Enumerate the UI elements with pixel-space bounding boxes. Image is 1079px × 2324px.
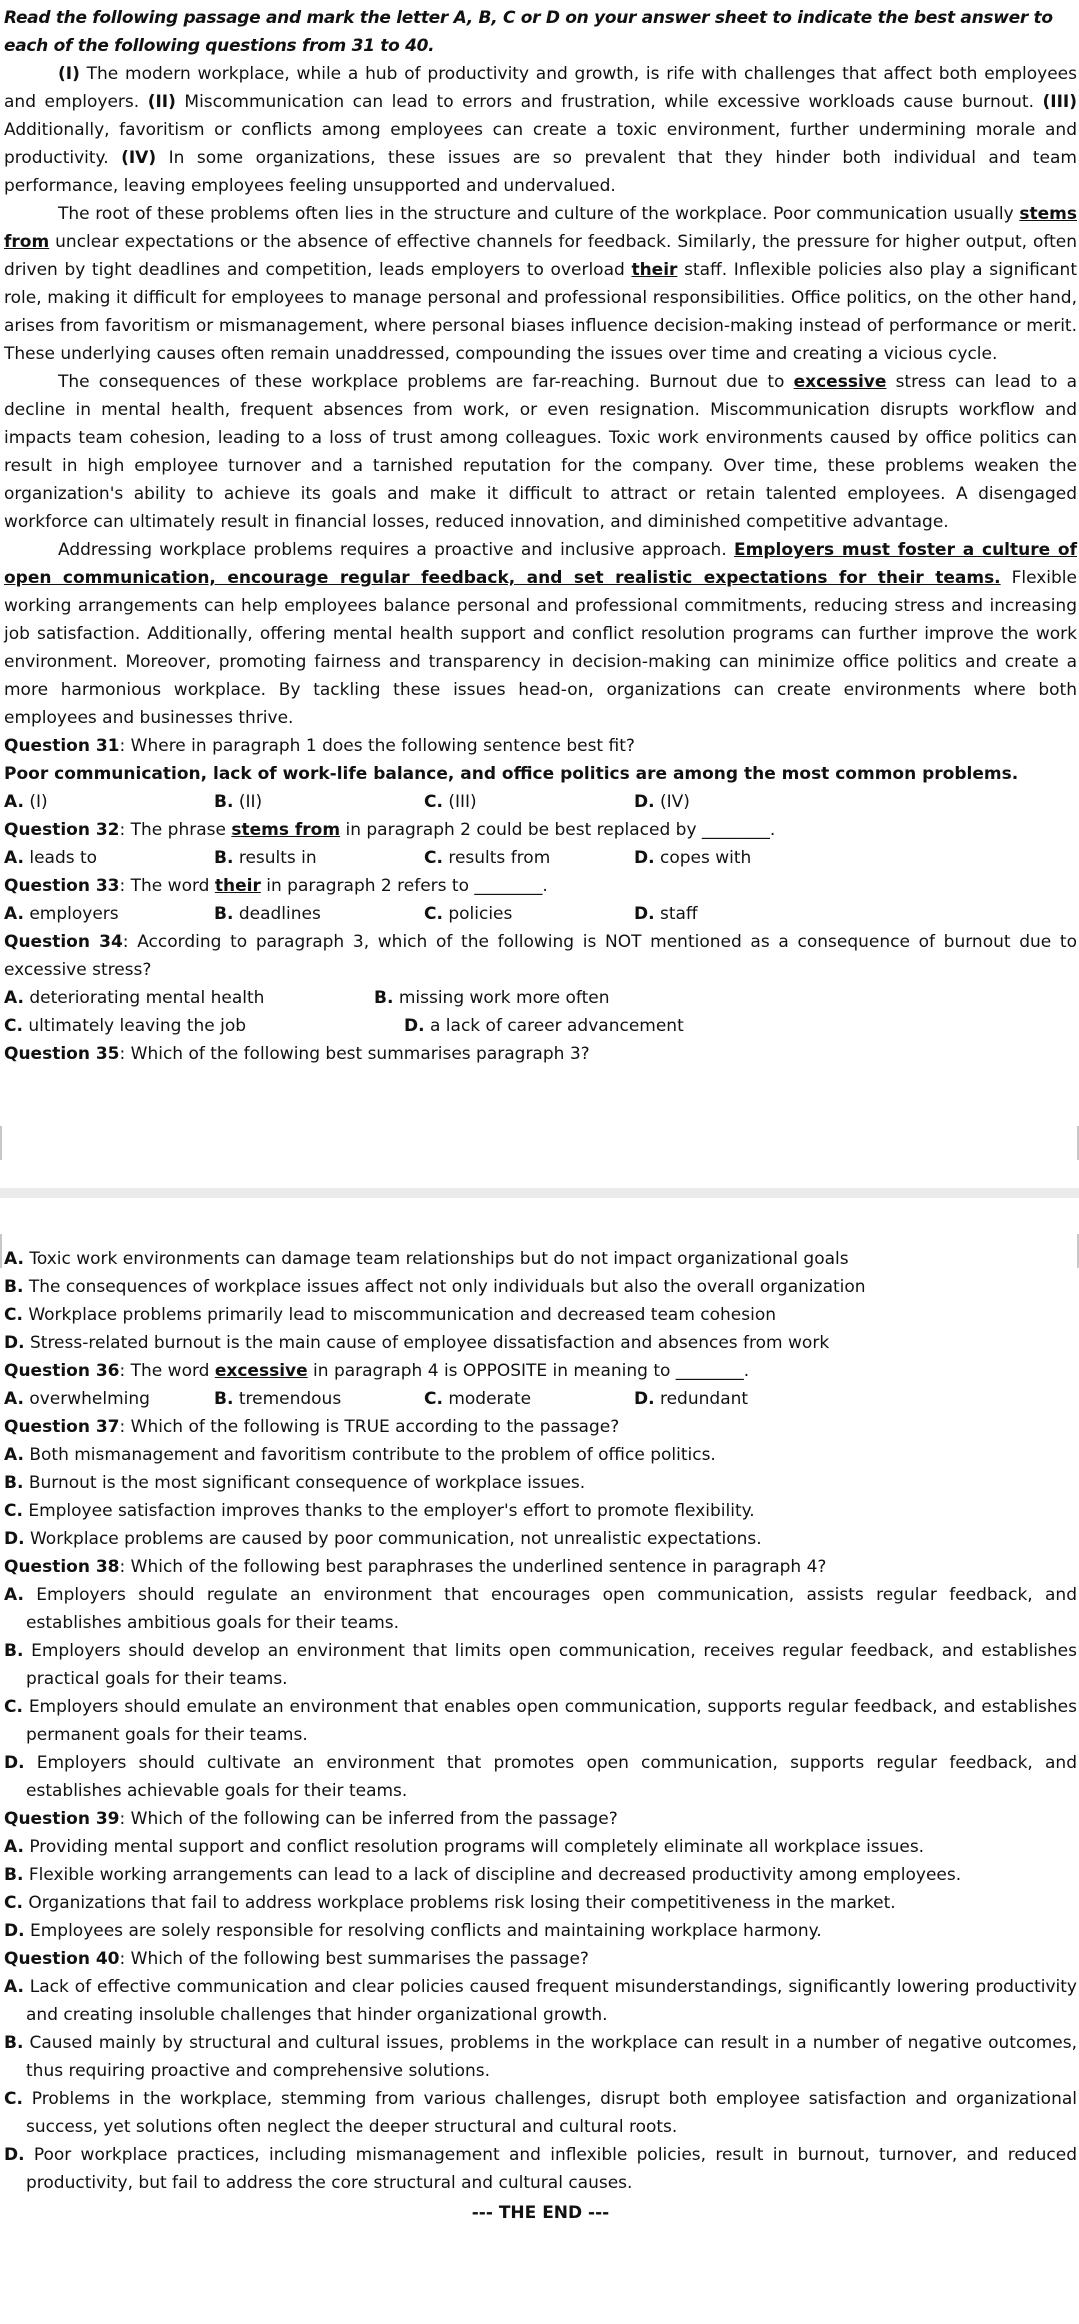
paragraph-1: (I) The modern workplace, while a hub of productivity and growth, is rife with challenges that affect both employees and employers. (II) Miscommunication can lead to errors and frustration, while excessive workloads cause burnout. (III) Additionally, favoritism or conflicts among employees can create a toxic environment, further undermining morale and productivity. (IV) In some organizations, these issues are so prevalent that they hinder both individual and team performance, leaving employees feeling unsupported and undervalued.: [4, 64, 1078, 196]
option-33-a[interactable]: A. employers: [4, 904, 119, 924]
question-34-options-row-2: [4, 1012, 1077, 1040]
option-31-a[interactable]: A. (I): [4, 792, 48, 812]
option-31-d[interactable]: D. (IV): [634, 792, 690, 812]
option-31-b[interactable]: B. (II): [214, 792, 263, 812]
instruction: Read the following passage and mark the letter A, B, C or D on your answer sheet to indicate the best answer to each of the following questions from 31 to 40.: [4, 8, 1053, 56]
option-38-d[interactable]: D. Employers should cultivate an environment that promotes open communication, supports regular feedback, and establishes achievable goals for their teams.: [4, 1753, 1077, 1801]
option-32-a[interactable]: A. leads to: [4, 848, 98, 868]
option-39-c[interactable]: C. Organizations that fail to address workplace problems risk losing their competitiveness in the market.: [4, 1893, 896, 1913]
page-2: [0, 1220, 1079, 2324]
option-40-a[interactable]: A. Lack of effective communication and clear policies caused frequent misunderstandings, significantly lowering productivity and creating insoluble challenges that hinder organizational growth.: [4, 1977, 1077, 2025]
option-38-b[interactable]: B. Employers should develop an environment that limits open communication, receives regular feedback, and establishes practical goals for their teams.: [4, 1641, 1077, 1689]
option-37-c[interactable]: C. Employee satisfaction improves thanks to the employer's effort to promote flexibility.: [4, 1501, 755, 1521]
option-34-a[interactable]: A. deteriorating mental health: [4, 988, 265, 1008]
option-37-b[interactable]: B. Burnout is the most significant consequence of workplace issues.: [4, 1473, 586, 1493]
underlined-sentence: Employers must foster a culture of open communication, encourage regular feedback, and set realistic expectations for their teams.: [4, 540, 1077, 588]
option-40-b[interactable]: B. Caused mainly by structural and cultural issues, problems in the workplace can result in a number of negative outcomes, thus requiring proactive and comprehensive solutions.: [4, 2033, 1077, 2081]
question-40: Question 40: Which of the following best summarises the passage?: [4, 1949, 589, 1969]
option-35-b[interactable]: B. The consequences of workplace issues affect not only individuals but also the overall organization: [4, 1277, 866, 1297]
option-37-d[interactable]: D. Workplace problems are caused by poor communication, not unrealistic expectations.: [4, 1529, 762, 1549]
marker-II: (II): [147, 92, 176, 112]
question-38: Question 38: Which of the following best paraphrases the underlined sentence in paragraph 4?: [4, 1557, 827, 1577]
paragraph-2: The root of these problems often lies in the structure and culture of the workplace. Poor communication usually stems from unclear expectations or the absence of effective channels for feedback. Similarly, the pressure for higher output, often driven by tight deadlines and competition, leads employers to overload their staff. Inflexible policies also play a significant role, making it difficult for employees to manage personal and professional responsibilities. Office politics, on the other hand, arises from favoritism or mismanagement, where personal biases influence decision-making instead of performance or merit. These underlying causes often remain unaddressed, compounding the issues over time and creating a vicious cycle.: [4, 204, 1077, 364]
page-edge-mark-left: [0, 1126, 2, 1160]
option-35-c[interactable]: C. Workplace problems primarily lead to miscommunication and decreased team cohesion: [4, 1305, 777, 1325]
marker-IV: (IV): [121, 148, 157, 168]
paragraph-3: The consequences of these workplace problems are far-reaching. Burnout due to excessive stress can lead to a decline in mental health, frequent absences from work, or even resignation. Miscommunication disrupts workflow and impacts team cohesion, leading to a loss of trust among colleagues. Toxic work environments caused by office politics can result in high employee turnover and a tarnished reputation for the company. Over time, these problems weaken the organization's ability to achieve its goals and make it difficult to attract or retain talented employees. A disengaged workforce can ultimately result in financial losses, reduced innovation, and diminished competitive advantage.: [4, 372, 1077, 532]
option-39-a[interactable]: A. Providing mental support and conflict resolution programs will completely eliminate all workplace issues.: [4, 1837, 925, 1857]
question-31-sentence: Poor communication, lack of work-life balance, and office politics are among the most common problems.: [4, 764, 1019, 784]
question-34-options-row-1: [4, 984, 1077, 1012]
option-40-c[interactable]: C. Problems in the workplace, stemming from various challenges, disrupt both employee satisfaction and organizational success, yet solutions often neglect the deeper structural and cultural roots.: [4, 2089, 1077, 2137]
option-35-a[interactable]: A. Toxic work environments can damage team relationships but do not impact organizational goals: [4, 1249, 849, 1269]
option-40-d[interactable]: D. Poor workplace practices, including mismanagement and inflexible policies, result in burnout, turnover, and reduced productivity, but fail to address the core structural and cultural causes.: [4, 2145, 1077, 2193]
the-end: --- THE END ---: [471, 2203, 610, 2223]
option-37-a[interactable]: A. Both mismanagement and favoritism contribute to the problem of office politics.: [4, 1445, 716, 1465]
option-34-d[interactable]: D. a lack of career advancement: [404, 1016, 684, 1036]
option-36-b[interactable]: B. tremendous: [214, 1389, 342, 1409]
option-33-c[interactable]: C. policies: [424, 904, 513, 924]
page-separator: [0, 1188, 1079, 1198]
question-35: Question 35: Which of the following best summarises paragraph 3?: [4, 1044, 590, 1064]
question-31-options: [4, 788, 1077, 816]
option-34-b[interactable]: B. missing work more often: [374, 988, 610, 1008]
underlined-stems-from: stems from: [4, 204, 1077, 252]
question-31: Question 31: Where in paragraph 1 does the following sentence best fit?: [4, 736, 635, 756]
option-36-d[interactable]: D. redundant: [634, 1389, 749, 1409]
question-36: Question 36: The word excessive in paragraph 4 is OPPOSITE in meaning to ________.: [4, 1361, 750, 1381]
underlined-their: their: [631, 260, 678, 280]
marker-III: (III): [1042, 92, 1078, 112]
paragraph-4: Addressing workplace problems requires a proactive and inclusive approach. Employers must foster a culture of open communication, encourage regular feedback, and set realistic expectations for their teams. Flexible working arrangements can help employees balance personal and professional commitments, reducing stress and increasing job satisfaction. Additionally, offering mental health support and conflict resolution programs can further improve the work environment. Moreover, promoting fairness and transparency in decision-making can minimize office politics and create a more harmonious workplace. By tackling these issues head-on, organizations can create environments where both employees and businesses thrive.: [4, 540, 1077, 728]
option-31-c[interactable]: C. (III): [424, 792, 477, 812]
option-39-d[interactable]: D. Employees are solely responsible for resolving conflicts and maintaining workplace harmony.: [4, 1921, 822, 1941]
option-36-c[interactable]: C. moderate: [424, 1389, 532, 1409]
question-39: Question 39: Which of the following can be inferred from the passage?: [4, 1809, 618, 1829]
marker-I: (I): [58, 64, 80, 84]
underlined-excessive: excessive: [793, 372, 887, 392]
question-32: Question 32: The phrase stems from in paragraph 2 could be best replaced by ________.: [4, 820, 776, 840]
option-32-c[interactable]: C. results from: [424, 848, 551, 868]
question-37: Question 37: Which of the following is TRUE according to the passage?: [4, 1417, 620, 1437]
option-38-a[interactable]: A. Employers should regulate an environment that encourages open communication, assists regular feedback, and establishes ambitious goals for their teams.: [4, 1585, 1077, 1633]
question-34: Question 34: According to paragraph 3, which of the following is NOT mentioned as a consequence of burnout due to excessive stress?: [4, 932, 1077, 980]
option-33-d[interactable]: D. staff: [634, 904, 698, 924]
option-33-b[interactable]: B. deadlines: [214, 904, 321, 924]
question-36-options: [4, 1385, 1077, 1413]
option-32-d[interactable]: D. copes with: [634, 848, 752, 868]
option-39-b[interactable]: B. Flexible working arrangements can lead to a lack of discipline and decreased productivity among employees.: [4, 1865, 962, 1885]
question-32-options: [4, 844, 1077, 872]
question-33: Question 33: The word their in paragraph 2 refers to ________.: [4, 876, 548, 896]
option-32-b[interactable]: B. results in: [214, 848, 317, 868]
option-38-c[interactable]: C. Employers should emulate an environment that enables open communication, supports regular feedback, and establishes permanent goals for their teams.: [4, 1697, 1077, 1745]
question-33-options: [4, 900, 1077, 928]
option-34-c[interactable]: C. ultimately leaving the job: [4, 1016, 247, 1036]
option-35-d[interactable]: D. Stress-related burnout is the main cause of employee dissatisfaction and absences from work: [4, 1333, 830, 1353]
option-36-a[interactable]: A. overwhelming: [4, 1389, 150, 1409]
